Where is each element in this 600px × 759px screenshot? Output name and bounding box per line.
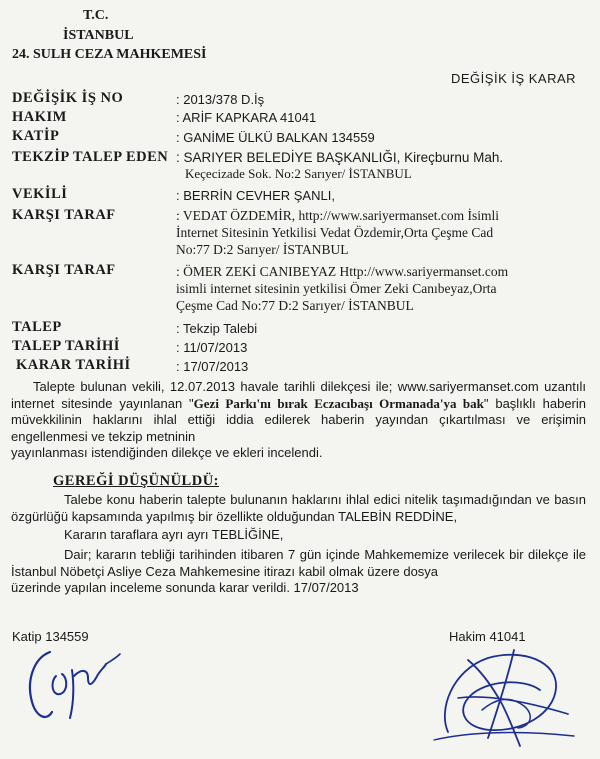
label-vekili: VEKİLİ xyxy=(12,186,68,202)
label-talep: TALEP xyxy=(12,319,62,335)
paragraph-request-text-b: " başlıklı haberin müvekkilinin haklarını ihlal ettiği iddia edilerek haberin yayından çıkartılması ve erişimin engellenmesi ve tekzip metninin xyxy=(11,395,586,444)
value-talep: : Tekzip Talebi xyxy=(176,321,258,336)
label-hakim: HAKIM xyxy=(12,109,67,125)
hakim-signature-label: Hakim 41041 xyxy=(449,629,526,644)
value-karsi-taraf-1-line2: İnternet Sitesinin Yetkilisi Vedat Özdemir,Orta Çeşme Cad xyxy=(176,225,494,240)
label-karar-tarihi: KARAR TARİHİ xyxy=(16,357,131,373)
value-talep-tarihi: : 11/07/2013 xyxy=(176,340,248,355)
paragraph-request-last-line: yayınlanması istendiğinden dilekçe ve ekleri incelendi. xyxy=(11,445,323,460)
court-name: 24. SULH CEZA MAHKEMESİ xyxy=(12,47,207,62)
value-karsi-taraf-2-line2: isimli internet sitesinin yetkilisi Ömer Zeki Canıbeyaz,Orta xyxy=(176,281,497,296)
paragraph-notification: Kararın taraflara ayrı ayrı TEBLİĞİNE, xyxy=(64,527,284,542)
label-degisik-is-no: DEĞİŞİK İŞ NO xyxy=(12,90,124,106)
value-karsi-taraf-2-line1: : ÖMER ZEKİ CANIBEYAZ Http://www.sariyermanset.com xyxy=(176,264,509,279)
paragraph-appeal xyxy=(11,547,586,597)
label-karsi-taraf-1: KARŞI TARAF xyxy=(12,207,116,223)
value-karsi-taraf-1-line3: No:77 D:2 Sarıyer/ İSTANBUL xyxy=(176,242,349,257)
paragraph-request xyxy=(11,379,586,462)
header-tc: T.C. xyxy=(83,8,109,23)
paragraph-appeal-text: Dair; kararın tebliği tarihinden itibaren 7 gün içinde Mahkememize verilecek bir dilekçe ile İstanbul Nöbetçi Asliye Ceza Mahkemesine itirazı kabil olmak üzere dosya xyxy=(11,547,586,579)
label-karsi-taraf-2: KARŞI TARAF xyxy=(12,262,116,278)
news-headline: Gezi Parkı'nı bırak Eczacıbaşı Ormanada'ya bak xyxy=(193,395,484,411)
label-katip: KATİP xyxy=(12,128,60,144)
paragraph-decision: Talebe konu haberin talepte bulunanın haklarını ihlal edici nitelik taşımadığından ve basın özgürlüğü kapsamında yapılmış bir özellikte olduğundan TALEBİN REDDİNE, xyxy=(11,492,586,524)
section-heading-gerei-dusunuldu: GEREĞİ DÜŞÜNÜLDÜ: xyxy=(53,473,220,489)
label-talep-tarihi: TALEP TARİHİ xyxy=(12,338,120,354)
label-tekzip-talep-eden: TEKZİP TALEP EDEN xyxy=(12,149,169,165)
value-karsi-taraf-2-line3: Çeşme Cad No:77 D:2 Sarıyer/ İSTANBUL xyxy=(176,298,414,313)
value-karsi-taraf-1-line1: : VEDAT ÖZDEMİR, http://www.sariyermanset.com İsimli xyxy=(176,208,499,223)
katip-signature-label: Katip 134559 xyxy=(12,629,89,644)
document-type: DEĞİŞİK İŞ KARAR xyxy=(451,71,577,86)
paragraph-request-text-a: Talepte bulunan vekili, 12.07.2013 havale tarihli dilekçesi ile; www.sariyermanset.com uzantılı internet sitesinde yayınlanan " xyxy=(11,379,586,411)
header-city: İSTANBUL xyxy=(63,28,134,43)
value-degisik-is-no: : 2013/378 D.İş xyxy=(176,92,265,107)
value-vekili: : BERRİN CEVHER ŞANLI, xyxy=(176,188,335,203)
value-karar-tarihi: : 17/07/2013 xyxy=(176,359,249,374)
value-tekzip-line1: : SARIYER BELEDİYE BAŞKANLIĞI, Kireçburnu Mah. xyxy=(176,150,504,165)
value-katip: : GANİME ÜLKÜ BALKAN 134559 xyxy=(176,130,375,145)
paragraph-appeal-last-line: üzerinde yapılan inceleme sonunda karar verildi. 17/07/2013 xyxy=(11,580,359,595)
katip-signature xyxy=(22,640,132,730)
value-hakim: : ARİF KAPKARA 41041 xyxy=(176,110,317,125)
value-tekzip-line2: Keçecizade Sok. No:2 Sarıyer/ İSTANBUL xyxy=(185,166,412,181)
hakim-signature xyxy=(428,640,578,755)
